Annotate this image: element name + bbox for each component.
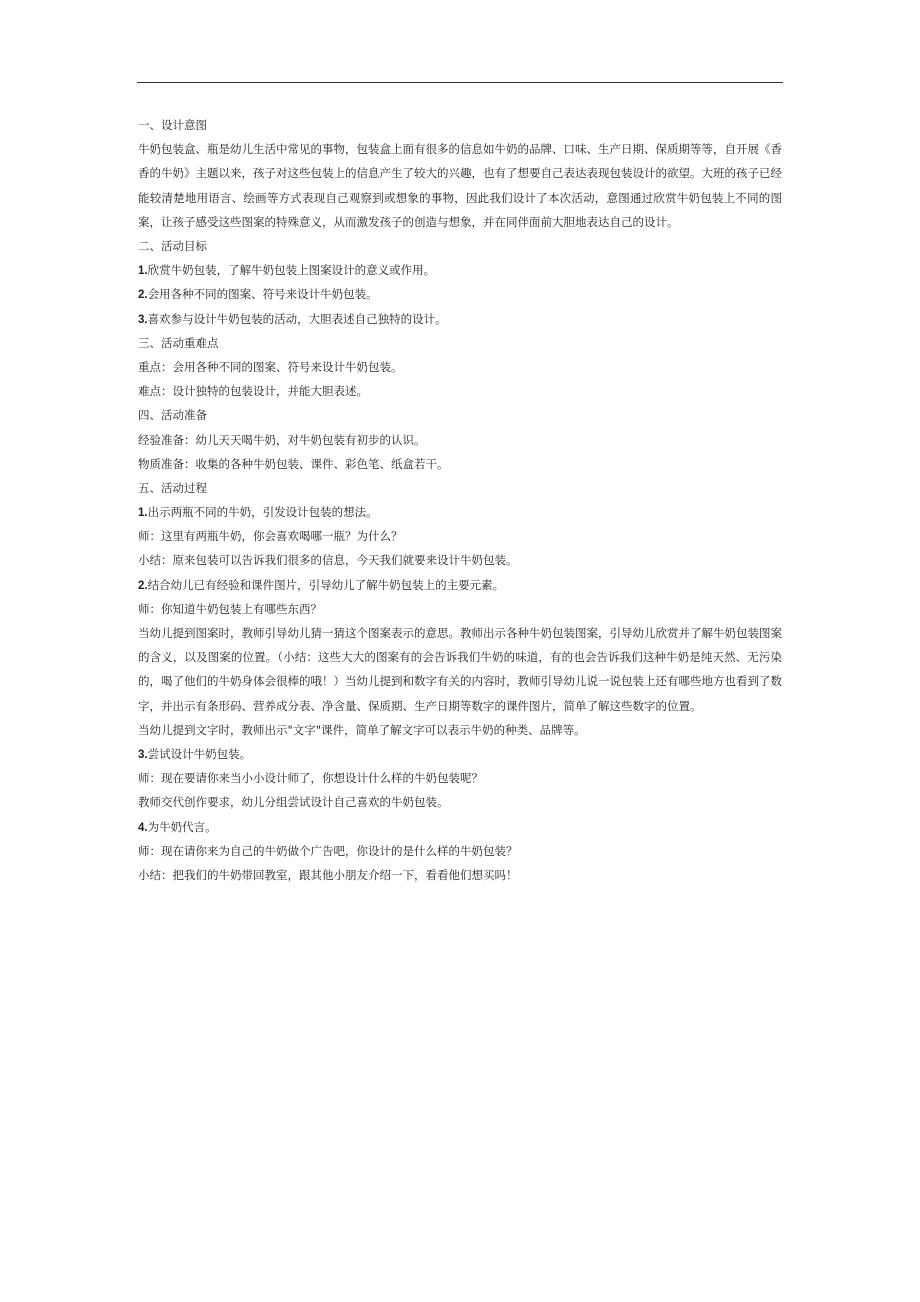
paragraph-pattern-explanation: 当幼儿提到图案时，教师引导幼儿猜一猜这个图案表示的意思。教师出示各种牛奶包装图案，引导幼儿欣赏并了解牛奶包装图案的含义，以及图案的位置。（小结：这些大大的图案有的会告诉我们牛奶的味道，有的也会告诉我们这种牛奶是纯天然、无污染的，喝了他们的牛奶身体会很棒的哦！）当幼儿提到和数字有关的内容时，教师引导幼儿说一说包装上还有哪些地方也看到了数字，并出示有条形码、营养成分表、净含量、保质期、生产日期等数字的课件图片，简单了解这些数字的位置。 bbox=[138, 626, 782, 713]
heading-preparation: 四、活动准备 bbox=[138, 408, 207, 423]
requirement-line: 教师交代创作要求，幼儿分组尝试设计自己喜欢的牛奶包装。 bbox=[138, 795, 449, 810]
heading-design-intent: 一、设计意图 bbox=[138, 118, 207, 132]
material-prep-line: 物质准备：收集的各种牛奶包装、课件、彩色笔、纸盒若干。 bbox=[138, 456, 449, 471]
process-step: 1.出示两瓶不同的牛奶，引发设计包装的想法。 bbox=[138, 505, 378, 520]
teacher-line: 师：这里有两瓶牛奶，你会喜欢喝哪一瓶？为什么？ bbox=[138, 529, 403, 544]
summary-line: 小结：把我们的牛奶带回教室，跟其他小朋友介绍一下，看看他们想买吗！ bbox=[138, 867, 518, 882]
teacher-line: 师：你知道牛奶包装上有哪些东西？ bbox=[138, 601, 322, 616]
summary-line: 小结：原来包装可以告诉我们很多的信息，今天我们就要来设计牛奶包装。 bbox=[138, 553, 518, 568]
heading-key-points: 三、活动重难点 bbox=[138, 335, 219, 350]
process-step: 2.结合幼儿已有经验和课件图片，引导幼儿了解牛奶包装上的主要元素。 bbox=[138, 577, 505, 592]
goal-item: 1.欣赏牛奶包装，了解牛奶包装上图案设计的意义或作用。 bbox=[138, 263, 436, 278]
difficulty-line: 难点：设计独特的包装设计，并能大胆表述。 bbox=[138, 384, 368, 399]
heading-process: 五、活动过程 bbox=[138, 480, 207, 495]
teacher-line: 师：现在请你来为自己的牛奶做个广告吧，你设计的是什么样的牛奶包装？ bbox=[138, 843, 518, 858]
text-courseware-line: 当幼儿提到文字时，教师出示"文字"课件，简单了解文字可以表示牛奶的种类、品牌等。 bbox=[138, 722, 586, 737]
process-step: 3.尝试设计牛奶包装。 bbox=[138, 747, 252, 761]
key-point-line: 重点：会用各种不同的图案、符号来设计牛奶包装。 bbox=[138, 359, 403, 374]
document-body bbox=[138, 113, 782, 887]
process-step: 4.为牛奶代言。 bbox=[138, 819, 217, 834]
heading-activity-goals: 二、活动目标 bbox=[138, 239, 207, 253]
teacher-line: 师：现在要请你来当小小设计师了，你想设计什么样的牛奶包装呢？ bbox=[138, 771, 483, 786]
header-rule bbox=[137, 82, 783, 83]
goal-item: 2.会用各种不同的图案、符号来设计牛奶包装。 bbox=[138, 287, 378, 302]
experience-prep-line: 经验准备：幼儿天天喝牛奶，对牛奶包装有初步的认识。 bbox=[138, 432, 426, 447]
goal-item: 3.喜欢参与设计牛奶包装的活动，大胆表述自己独特的设计。 bbox=[138, 311, 447, 326]
paragraph-design-intent: 牛奶包装盒、瓶是幼儿生活中常见的事物，包装盒上面有很多的信息如牛奶的品牌、口味、生产日期、保质期等等，自开展《香香的牛奶》主题以来，孩子对这些包装上的信息产生了较大的兴趣，也有了想要自己表达表现包装设计的欲望。大班的孩子已经能较清楚地用语言、绘画等方式表现自己观察到或想象的事物，因此我们设计了本次活动，意图通过欣赏牛奶包装上不同的图案，让孩子感受这些图案的特殊意义，从而激发孩子的创造与想象，并在同伴面前大胆地表达自己的设计。 bbox=[138, 142, 782, 229]
